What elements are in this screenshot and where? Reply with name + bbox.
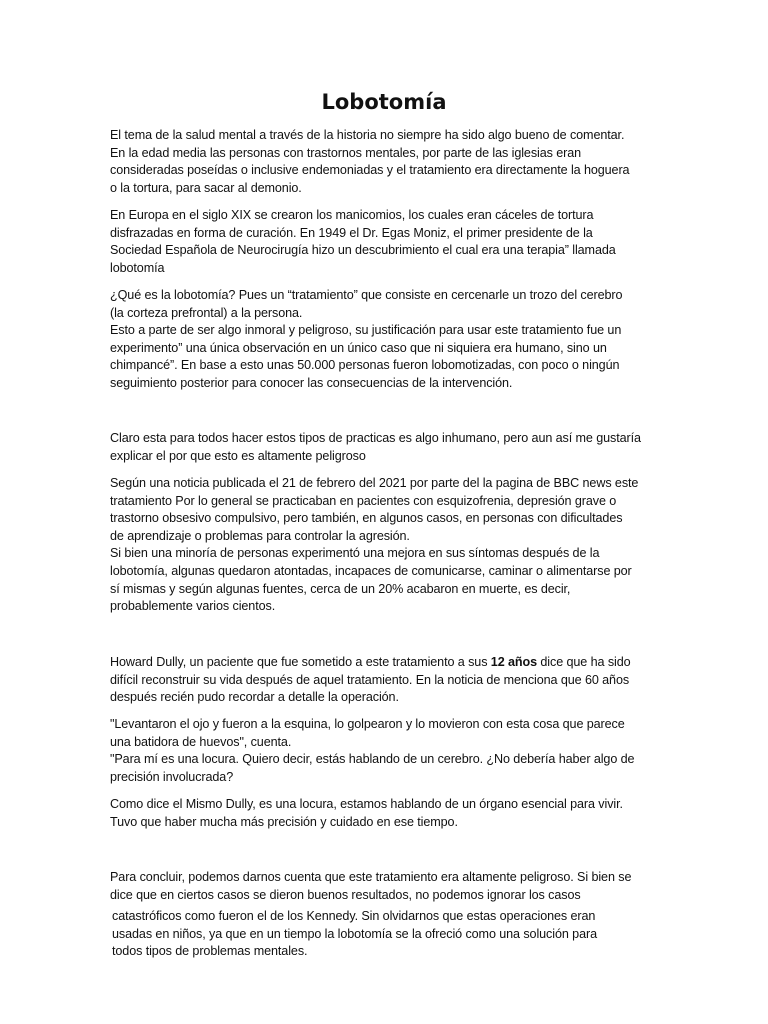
text-line: tratamiento Por lo general se practicaban en pacientes con esquizofrenia, depresión grave o — [110, 493, 617, 508]
text-line: Para concluir, podemos darnos cuenta que este tratamiento era altamente peligroso. Si bien se — [110, 870, 632, 884]
text-run: Howard Dully, un paciente que fue sometido a este tratamiento a sus — [110, 655, 491, 669]
paragraph-howard-dully — [110, 654, 658, 707]
text-line: consideradas poseídas o inclusive endemoniadas y el tratamiento era directamente la hoguera — [110, 163, 630, 178]
paragraph-conclusion-continued — [112, 908, 660, 961]
text-line: chimpancé”. En base a esto unas 50.000 personas fueron lobomotizadas, con poco o ningún — [110, 358, 620, 373]
text-line: ¿Qué es la lobotomía? Pues un “tratamiento” que consiste en cercenarle un trozo del cerebro — [110, 288, 623, 302]
paragraph-intro — [110, 127, 658, 197]
text-line: explicar el por que esto es altamente peligroso — [110, 448, 366, 463]
text-line: usadas en niños, ya que en un tiempo la lobotomía se la ofreció como una solución para — [112, 926, 597, 941]
text-line: sí mismas y según algunas fuentes, cerca de un 20% acabaron en muerte, es decir, — [110, 581, 571, 596]
text-run: dice que ha sido — [537, 655, 631, 669]
text-line: Como dice el Mismo Dully, es una locura, estamos hablando de un órgano esencial para vivir. — [110, 797, 623, 811]
text-line: precisión involucrada? — [110, 769, 234, 784]
text-line: "Levantaron el ojo y fueron a la esquina, lo golpearon y lo movieron con esta cosa que parece — [110, 717, 625, 731]
text-line: (la corteza prefrontal) a la persona. — [110, 305, 303, 320]
text-line: Según una noticia publicada el 21 de febrero del 2021 por parte del la pagina de BBC news este — [110, 476, 639, 490]
text-line: difícil reconstruir su vida después de aquel tratamiento. En la noticia de menciona que 60 años — [110, 672, 630, 687]
text-line: Tuvo que haber mucha más precisión y cuidado en ese tiempo. — [110, 814, 458, 829]
paragraph-europe — [110, 207, 658, 277]
paragraph-bbc-news — [110, 475, 658, 616]
text-line: lobotomía, algunas quedaron atontadas, incapaces de comunicarse, caminar o alimentarse por — [110, 563, 632, 578]
paragraph-opinion — [110, 430, 658, 465]
page-title: Lobotomía — [321, 90, 447, 114]
text-line: lobotomía — [110, 260, 165, 275]
text-line: El tema de la salud mental a través de la historia no siempre ha sido algo bueno de comentar. — [110, 128, 625, 142]
text-line: después recién pudo recordar a detalle la operación. — [110, 690, 399, 705]
text-line: seguimiento posterior para conocer las consecuencias de la intervención. — [110, 375, 513, 390]
bold-age: 12 años — [490, 655, 537, 669]
text-line: En Europa en el siglo XIX se crearon los manicomios, los cuales eran cáceles de tortura — [110, 208, 594, 222]
text-line: catastróficos como fueron el de los Kennedy. Sin olvidarnos que estas operaciones eran — [112, 909, 596, 923]
text-line: de aprendizaje o problemas para controlar la agresión. — [110, 528, 410, 543]
text-line: probablemente varios cientos. — [110, 599, 276, 614]
text-line: disfrazadas en forma de curación. En 1949 el Dr. Egas Moniz, el primer presidente de la — [110, 225, 593, 240]
paragraph-quote — [110, 716, 658, 786]
text-line: "Para mí es una locura. Quiero decir, estás hablando de un cerebro. ¿No debería haber algo de — [110, 752, 635, 767]
text-line: dice que en ciertos casos se dieron buenos resultados, no podemos ignorar los casos — [110, 887, 581, 902]
text-line: En la edad media las personas con trastornos mentales, por parte de las iglesias eran — [110, 145, 582, 160]
text-line: experimento” una única observación en un único caso que ni siquiera era humano, sino un — [110, 340, 607, 355]
text-line: Claro esta para todos hacer estos tipos de practicas es algo inhumano, pero aun así me gustaría — [110, 431, 641, 445]
text-line — [110, 654, 658, 672]
text-line: Sociedad Española de Neurocirugía hizo un descubrimiento el cual era una terapia” llamada — [110, 243, 616, 258]
text-line: una batidora de huevos", cuenta. — [110, 734, 292, 749]
paragraph-definition — [110, 287, 658, 393]
paragraph-dully-comment — [110, 796, 658, 831]
text-line: o la tortura, para sacar al demonio. — [110, 180, 302, 195]
paragraph-conclusion — [110, 869, 658, 904]
text-line: todos tipos de problemas mentales. — [112, 944, 308, 959]
text-line: Si bien una minoría de personas experimentó una mejora en sus síntomas después de la — [110, 546, 600, 561]
text-line: trastorno obsesivo compulsivo, pero también, en algunos casos, en personas con dificultades — [110, 511, 623, 526]
text-line: Esto a parte de ser algo inmoral y peligroso, su justificación para usar este tratamiento fue un — [110, 323, 622, 338]
